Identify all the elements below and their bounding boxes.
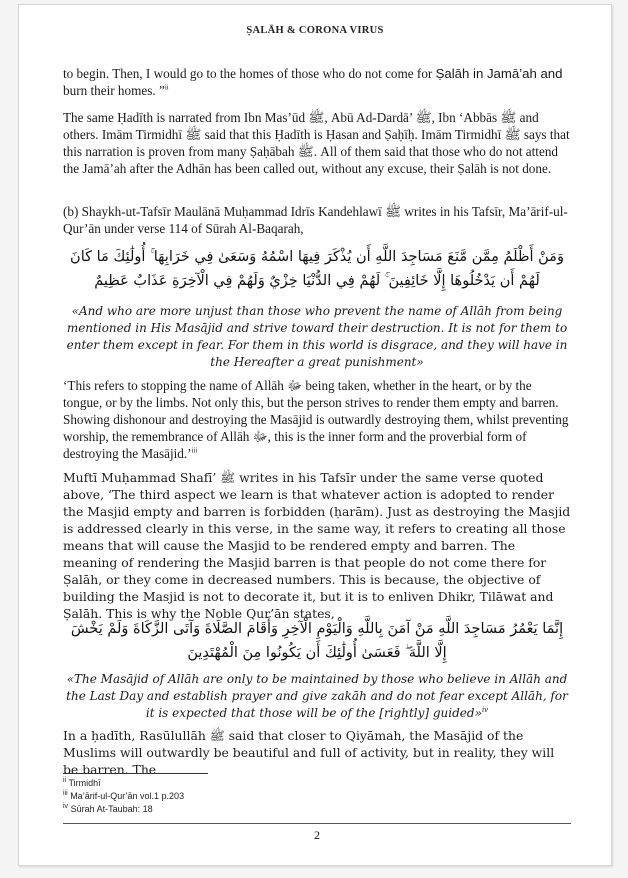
translation-2	[63, 671, 571, 722]
paragraph-6	[63, 727, 571, 778]
footnote-ref-ii[interactable]: ii	[164, 83, 169, 92]
running-header: ṢALĀH & CORONA VIRUS	[246, 25, 384, 36]
paragraph-1-end: burn their homes. ”	[63, 83, 165, 98]
arabic-verse-2-text: إِنَّمَا يَعْمُرُ مَسَاجِدَ اللَّهِ مَنْ آمَنَ بِاللَّهِ وَالْيَوْمِ الْآخِرِ وَأَقَامَ الصَّلَاةَ وَآتَى الزَّكَاةَ وَلَمْ يَخْشَ إِلَّا اللَّهَ ۖ فَعَسَىٰ أُولَٰئِكَ أَن يَكُونُوا مِنَ الْمُهْتَدِينَ	[70, 621, 564, 661]
paragraph-2-text: The same Ḥadīth is narrated from Ibn Mas’ūd ﷺ, Abū Ad-Dardā’ ﷺ, Ibn ‘Abbās ﷺ and others. Imām Tirmidhī ﷺ said that this Ḥadīth is Ḥasan and Ṣaḥīḥ. Imām Tirmidhī ﷺ says that this narration is proven from many Ṣaḥābah ﷺ. All of them said that those who do not attend the Jamā’ah after the Adhān has been called out, without any excuse, their Ṣalāh is not done.	[63, 110, 570, 176]
translation-2-text: «The Masājid of Allāh are only to be maintained by those who believe in Allāh and the Last Day and establish prayer and give zakāh and do not fear except Allāh, for it is expected that those will be of the [rightly] guided»	[66, 672, 568, 720]
paragraph-3-text: (b) Shaykh-ut-Tafsīr Maulānā Muḥammad Idrīs Kandehlawī ﷺ writes in his Tafsīr, Ma’ārif-ul-Qur’ān under verse 114 of Sūrah Al-Baqarah,	[63, 204, 568, 236]
translation-1	[63, 303, 571, 371]
footnote-iv: $^{iv}$ Sūrah At-Taubah: 18	[63, 803, 153, 814]
paragraph-2	[63, 109, 571, 177]
footnote-ref-iv[interactable]: iv	[481, 706, 489, 714]
paragraph-5	[63, 469, 571, 622]
paragraph-4-text: ‘This refers to stopping the name of Allāh ﷻ being taken, whether in the heart, or by the tongue, or by the limbs. Not only this, but the person strives to render them empty and barren. Showing dishonour and destroying the Masājid is outwardly destroying them, whilst preventing worship, the remembrance of Allāh ﷻ, this is the inner form and the proverbial form of destroying the Masājid.’	[63, 378, 569, 461]
footnote-ii: $^{ii}$ Tirmidhī	[63, 777, 101, 788]
paragraph-4	[63, 377, 571, 462]
translation-1-text: «And who are more unjust than those who prevent the name of Allāh from being mentioned in His Masājid and strive toward their destruction. It is not for them to enter them except in fear. For them in this world is disgrace, and they will have in the Hereafter a great punishment»	[66, 304, 568, 369]
paragraph-1-text: to begin. Then, I would go to the homes of those who do not come for	[63, 66, 436, 81]
footnote-divider	[63, 773, 208, 774]
paragraph-6-text: In a ḥadīth, Rasūlullāh ﷺ said that closer to Qiyāmah, the Masājid of the Muslims will outwardly be beautiful and full of activity, but in reality, they will be barren. The	[63, 728, 555, 777]
arabic-verse-1-text: وَمَنْ أَظْلَمُ مِمَّن مَّنَعَ مَسَاجِدَ اللَّهِ أَن يُذْكَرَ فِيهَا اسْمُهُ وَسَعَىٰ فِي خَرَابِهَا ۚ أُولَٰئِكَ مَا كَانَ لَهُمْ أَن يَدْخُلُوهَا إِلَّا خَائِفِينَ ۚ لَهُمْ فِي الدُّنْيَا خِزْيٌ وَلَهُمْ فِي الْآخِرَةِ عَذَابٌ عَظِيمٌ	[70, 249, 564, 289]
paragraph-1	[63, 65, 571, 99]
footnote-iii: $^{iii}$ Ma’ārif-ul-Qur’ān vol.1 p.203	[63, 790, 185, 801]
footnote-ref-iii[interactable]: iii	[191, 446, 198, 455]
paragraph-1-emphasis: Ṣalāh in Jamā’ah and	[435, 66, 563, 81]
page-number: 2	[314, 828, 320, 842]
document-page	[18, 4, 612, 866]
page-number-divider	[63, 823, 571, 824]
arabic-verse-1	[63, 245, 571, 293]
paragraph-5-text: Muftī Muḥammad Shafī’ ﷺ writes in his Tafsīr under the same verse quoted above, ‘The third aspect we learn is that whatever action is adopted to render the Masjid empty and barren is forbidden (ḥarām). Just as destroying the Masjid is addressed clearly in this verse, in the same way, it refers to creating all those means that will cause the Masjid to be rendered empty and barren. The meaning of rendering the Masjid barren is that people do not come there for Ṣalāh, or they come in decreased numbers. This is because, the objective of building the Masjid is not to decorate it, but it is to enliven Dhikr, Tilāwat and Ṣalāh. This is why the Noble Qur’ān states,	[63, 470, 571, 621]
arabic-verse-2	[63, 617, 571, 665]
paragraph-3	[63, 203, 571, 237]
